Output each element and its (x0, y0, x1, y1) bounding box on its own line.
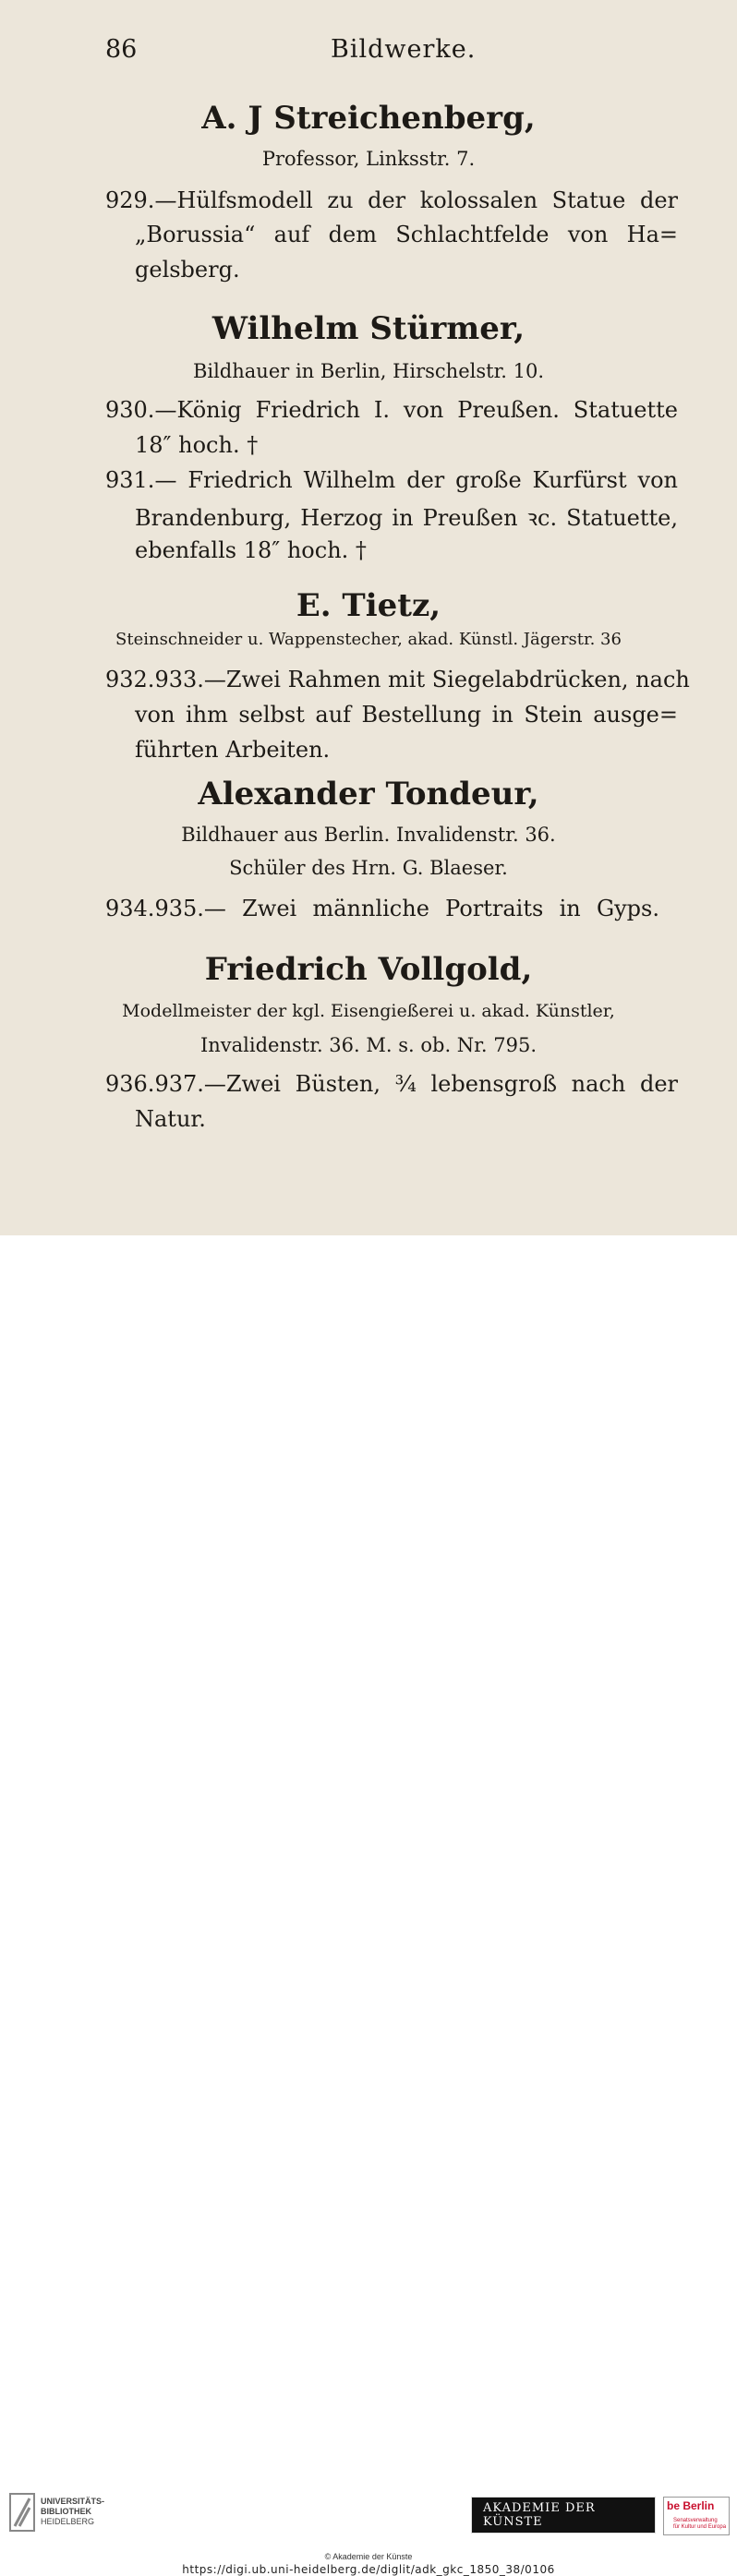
library-logo-line: HEIDELBERG (41, 2517, 95, 2526)
catalogue-entry-line: 936.937.—Zwei Büsten, ¾ lebensgroß nach der (105, 1071, 678, 1097)
akademie-logo[interactable] (471, 2497, 656, 2534)
catalogue-entry-line: von ihm selbst auf Bestellung in Stein ausge= (135, 702, 678, 728)
scanned-page (0, 0, 737, 1235)
catalogue-entry-line: 932.933.—Zwei Rahmen mit Siegelabdrücken, nach (105, 667, 690, 692)
artist-details: Modellmeister der kgl. Eisengießerei u. akad. Künstler, (122, 1001, 615, 1021)
catalogue-entry-line: Natur. (135, 1106, 206, 1132)
library-logo-line: BIBLIOTHEK (41, 2507, 91, 2516)
footer (0, 1235, 737, 2576)
catalogue-entry-line: „Borussia“ auf dem Schlachtfelde von Ha= (135, 222, 678, 247)
catalogue-entry-line: führten Arbeiten. (135, 737, 331, 763)
catalogue-entry-line: 18″ hoch. † (135, 432, 259, 458)
catalogue-entry-line: 930.—König Friedrich I. von Preußen. Statuette (105, 397, 678, 423)
akademie-logo-text: AKADEMIE DER KÜNSTE (471, 2497, 656, 2534)
berlin-logo-sub: für Kultur und Europa (673, 2524, 727, 2530)
page-number: 86 (105, 35, 138, 64)
artist-name: E. Tietz, (296, 587, 441, 624)
artist-name: Friedrich Vollgold, (204, 951, 533, 988)
copyright-notice: © Akademie der Künste (324, 2552, 413, 2561)
library-logo-icon (9, 2493, 35, 2532)
berlin-logo-sub: Senatsverwaltung (673, 2518, 718, 2523)
artist-details: Professor, Linksstr. 7. (261, 148, 476, 170)
catalogue-entry-line: gelsberg. (135, 257, 240, 283)
artist-name: Wilhelm Stürmer, (211, 310, 526, 347)
artist-details: Bildhauer aus Berlin. Invalidenstr. 36. (181, 824, 556, 846)
artist-details: Invalidenstr. 36. M. s. ob. Nr. 795. (199, 1034, 538, 1056)
catalogue-entry-line: Brandenburg, Herzog in Preußen ꝛc. Statuette, (135, 505, 678, 531)
artist-details: Schüler des Hrn. G. Blaeser. (229, 857, 508, 879)
berlin-logo-text: be Berlin (667, 2499, 715, 2512)
berlin-logo[interactable] (663, 2497, 730, 2535)
catalogue-entry-line: 931.— Friedrich Wilhelm der große Kurfürst von (105, 467, 678, 493)
library-logo[interactable] (9, 2493, 35, 2535)
artist-details: Steinschneider u. Wappenstecher, akad. Künstl. Jägerstr. 36 (115, 630, 622, 649)
artist-details: Bildhauer in Berlin, Hirschelstr. 10. (192, 360, 545, 382)
running-title: Bildwerke. (331, 35, 477, 64)
catalogue-entry-line: 929.—Hülfsmodell zu der kolossalen Statue der (105, 187, 678, 213)
permalink-url[interactable]: https://digi.ub.uni-heidelberg.de/diglit/adk_gkc_1850_38/0106 (182, 2563, 555, 2576)
library-logo-line: UNIVERSITÄTS- (41, 2497, 105, 2506)
catalogue-entry-line: ebenfalls 18″ hoch. † (135, 537, 367, 563)
artist-name: A. J Streichenberg, (201, 100, 536, 137)
catalogue-entry-line: 934.935.— Zwei männliche Portraits in Gyps. (105, 896, 659, 921)
artist-name: Alexander Tondeur, (198, 776, 539, 813)
